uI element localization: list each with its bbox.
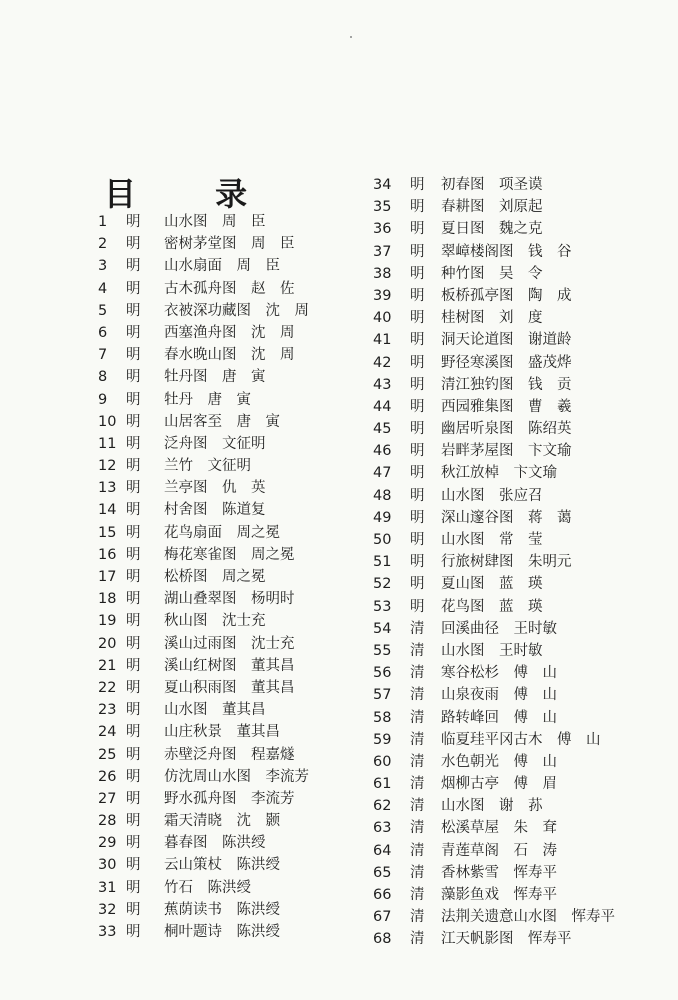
entry-title: 暮春图 陈洪绶 (164, 835, 266, 852)
entry-dynasty: 明 (126, 790, 141, 807)
entry-number: 13 (98, 480, 117, 497)
entry-title: 秋山图 沈士充 (164, 613, 266, 630)
entry-dynasty: 明 (410, 310, 425, 327)
entry-title: 花鸟扇面 周之冕 (164, 524, 280, 541)
entry-title: 初春图 项圣谟 (441, 177, 543, 193)
entry-title: 山水图 董其昌 (164, 702, 266, 719)
entry-title: 烟柳古亭 傅 眉 (441, 776, 557, 793)
entry-title: 竹石 陈洪绶 (164, 879, 251, 896)
entry-dynasty: 明 (126, 746, 141, 763)
entry-number: 66 (373, 887, 392, 903)
entry-title: 清江独钓图 钱 贡 (441, 376, 572, 393)
entry-title: 青莲草阁 石 涛 (441, 842, 557, 859)
entry-title: 秋江放棹 卞文瑜 (441, 465, 557, 482)
entry-title: 溪山红树图 董其昌 (164, 657, 295, 674)
entry-title: 寒谷松杉 傅 山 (441, 665, 557, 682)
entry-dynasty: 明 (410, 221, 425, 238)
entry-title: 山居客至 唐 寅 (164, 413, 280, 430)
entry-title: 桂树图 刘 度 (441, 310, 543, 327)
entry-title: 深山邃谷图 蒋 蔼 (441, 509, 572, 526)
entry-number: 45 (373, 421, 392, 438)
entry-dynasty: 明 (410, 576, 425, 593)
entry-number: 27 (98, 790, 117, 807)
entry-dynasty: 明 (126, 236, 141, 253)
entry-number: 30 (98, 857, 117, 874)
entry-number: 4 (98, 280, 108, 297)
entry-dynasty: 明 (126, 324, 141, 341)
entry-dynasty: 明 (126, 879, 141, 896)
entry-title: 江天帆影图 恽寿平 (441, 931, 572, 948)
entry-number: 59 (373, 731, 392, 748)
entry-number: 51 (373, 554, 392, 571)
entry-dynasty: 明 (126, 546, 141, 563)
entry-number: 41 (373, 332, 392, 349)
entry-number: 61 (373, 776, 392, 793)
entry-number: 7 (98, 347, 108, 364)
entry-number: 8 (98, 369, 108, 386)
entry-dynasty: 明 (126, 724, 141, 741)
entry-title: 牡丹图 唐 寅 (164, 369, 266, 386)
entry-number: 63 (373, 820, 392, 837)
entry-number: 5 (98, 302, 108, 319)
entry-title: 溪山过雨图 沈士充 (164, 635, 295, 652)
entry-dynasty: 明 (126, 813, 141, 830)
entry-dynasty: 明 (410, 332, 425, 349)
entry-number: 6 (98, 324, 108, 341)
entry-title: 霜天清晓 沈 颢 (164, 813, 280, 830)
entry-title: 花鸟图 蓝 瑛 (441, 598, 543, 615)
entry-title: 回溪曲径 王时敏 (441, 620, 557, 637)
entry-title: 种竹图 吴 令 (441, 265, 543, 282)
entry-title: 牡丹 唐 寅 (164, 391, 251, 408)
entry-dynasty: 明 (126, 835, 141, 852)
entry-title: 衣被深功藏图 沈 周 (164, 302, 309, 319)
entry-number: 17 (98, 569, 117, 585)
entry-dynasty: 明 (126, 768, 141, 785)
entry-title: 梅花寒雀图 周之冕 (164, 546, 295, 563)
entry-dynasty: 明 (126, 280, 141, 297)
entry-number: 64 (373, 842, 392, 859)
entry-dynasty: 清 (410, 842, 425, 859)
entry-number: 47 (373, 465, 392, 482)
entry-number: 29 (98, 835, 117, 852)
entry-dynasty: 明 (410, 487, 425, 504)
entry-dynasty: 明 (126, 591, 141, 608)
entry-title: 兰竹 文征明 (164, 458, 251, 475)
entry-number: 43 (373, 376, 392, 393)
entry-dynasty: 明 (410, 199, 425, 216)
entry-number: 26 (98, 768, 117, 785)
entry-dynasty: 明 (126, 569, 141, 585)
entry-number: 57 (373, 687, 392, 704)
entry-dynasty: 清 (410, 776, 425, 793)
entry-title: 幽居听泉图 陈绍英 (441, 421, 572, 438)
entry-number: 39 (373, 287, 392, 304)
entry-title: 泛舟图 文征明 (164, 435, 266, 452)
entry-title: 法荆关遗意山水图 恽寿平 (441, 909, 615, 926)
entry-dynasty: 明 (126, 524, 141, 541)
entry-dynasty: 明 (126, 635, 141, 652)
entry-number: 35 (373, 199, 392, 216)
entry-dynasty: 明 (126, 480, 141, 497)
entry-title: 兰亭图 仇 英 (164, 480, 266, 497)
entry-number: 2 (98, 236, 108, 253)
entry-title: 山水图 常 莹 (441, 532, 543, 548)
entry-number: 12 (98, 458, 117, 475)
entry-dynasty: 明 (126, 413, 141, 430)
entry-title: 春水晚山图 沈 周 (164, 347, 295, 364)
entry-title: 野水孤舟图 李流芳 (164, 790, 295, 807)
entry-dynasty: 明 (410, 265, 425, 282)
entry-number: 3 (98, 258, 108, 275)
entry-dynasty: 明 (410, 421, 425, 438)
entry-title: 松溪草屋 朱 耷 (441, 820, 557, 837)
entry-dynasty: 明 (126, 901, 141, 918)
entry-title: 湖山叠翠图 杨明时 (164, 591, 295, 608)
entry-dynasty: 明 (410, 398, 425, 415)
page-mark (350, 36, 352, 38)
entry-title: 西园雅集图 曹 羲 (441, 398, 572, 415)
entry-title: 山水图 周 臣 (164, 214, 266, 230)
entry-number: 23 (98, 702, 117, 719)
entry-number: 65 (373, 864, 392, 881)
entry-number: 28 (98, 813, 117, 830)
entry-dynasty: 明 (410, 287, 425, 304)
entry-number: 48 (373, 487, 392, 504)
entry-dynasty: 明 (410, 177, 425, 193)
entry-number: 68 (373, 931, 392, 948)
entry-number: 38 (373, 265, 392, 282)
entry-number: 31 (98, 879, 117, 896)
entry-number: 34 (373, 177, 392, 193)
entry-dynasty: 明 (410, 554, 425, 571)
entry-dynasty: 清 (410, 909, 425, 926)
entry-title: 古木孤舟图 赵 佐 (164, 280, 295, 297)
entry-title: 蕉荫读书 陈洪绶 (164, 901, 280, 918)
entry-title: 山水图 谢 荪 (441, 798, 543, 815)
entry-number: 52 (373, 576, 392, 593)
entry-title: 夏山图 蓝 瑛 (441, 576, 543, 593)
entry-title: 洞天论道图 谢道龄 (441, 332, 572, 349)
entry-dynasty: 明 (410, 243, 425, 260)
entry-title: 临夏珪平冈古木 傅 山 (441, 731, 601, 748)
entry-title: 桐叶题诗 陈洪绶 (164, 924, 280, 940)
entry-number: 24 (98, 724, 117, 741)
entry-title: 夏日图 魏之克 (441, 221, 543, 238)
page-title: 目 录 (104, 175, 282, 213)
entry-dynasty: 清 (410, 864, 425, 881)
entry-dynasty: 明 (126, 258, 141, 275)
entry-number: 22 (98, 679, 117, 696)
entry-number: 36 (373, 221, 392, 238)
entry-number: 21 (98, 657, 117, 674)
entry-dynasty: 清 (410, 665, 425, 682)
entry-dynasty: 明 (126, 302, 141, 319)
entry-title: 云山策杖 陈洪绶 (164, 857, 280, 874)
entry-dynasty: 明 (126, 702, 141, 719)
entry-title: 松桥图 周之冕 (164, 569, 266, 585)
entry-dynasty: 明 (126, 391, 141, 408)
entry-number: 40 (373, 310, 392, 327)
entry-number: 9 (98, 391, 108, 408)
entry-dynasty: 明 (126, 924, 141, 940)
entry-title: 路转峰回 傅 山 (441, 709, 557, 726)
entry-dynasty: 清 (410, 753, 425, 770)
entry-dynasty: 明 (126, 679, 141, 696)
entry-number: 42 (373, 354, 392, 371)
entry-title: 仿沈周山水图 李流芳 (164, 768, 309, 785)
entry-number: 58 (373, 709, 392, 726)
entry-dynasty: 清 (410, 620, 425, 637)
entry-dynasty: 清 (410, 820, 425, 837)
entry-title: 行旅树肆图 朱明元 (441, 554, 572, 571)
entry-title: 夏山积雨图 董其昌 (164, 679, 295, 696)
entry-dynasty: 明 (410, 354, 425, 371)
entry-dynasty: 明 (126, 214, 141, 230)
entry-number: 67 (373, 909, 392, 926)
entry-number: 32 (98, 901, 117, 918)
entry-title: 西塞渔舟图 沈 周 (164, 324, 295, 341)
entry-title: 山泉夜雨 傅 山 (441, 687, 557, 704)
entry-dynasty: 清 (410, 687, 425, 704)
entry-title: 藻影鱼戏 恽寿平 (441, 887, 557, 903)
entry-dynasty: 清 (410, 887, 425, 903)
entry-dynasty: 明 (126, 502, 141, 519)
entry-number: 54 (373, 620, 392, 637)
entry-number: 49 (373, 509, 392, 526)
entry-number: 19 (98, 613, 117, 630)
entry-number: 25 (98, 746, 117, 763)
entry-title: 板桥孤亭图 陶 成 (441, 287, 572, 304)
entry-title: 赤壁泛舟图 程嘉燧 (164, 746, 295, 763)
entry-number: 1 (98, 214, 108, 230)
entry-title: 水色朝光 傅 山 (441, 753, 557, 770)
entry-dynasty: 明 (410, 532, 425, 548)
entry-number: 37 (373, 243, 392, 260)
entry-dynasty: 明 (126, 347, 141, 364)
entry-dynasty: 明 (410, 443, 425, 460)
entry-number: 55 (373, 642, 392, 659)
entry-number: 15 (98, 524, 117, 541)
entry-number: 62 (373, 798, 392, 815)
entry-dynasty: 清 (410, 798, 425, 815)
entry-dynasty: 明 (410, 509, 425, 526)
entry-dynasty: 明 (126, 857, 141, 874)
entry-title: 春耕图 刘原起 (441, 199, 543, 216)
entry-dynasty: 清 (410, 642, 425, 659)
entry-title: 岩畔茅屋图 卞文瑜 (441, 443, 572, 460)
entry-title: 翠嶂楼阁图 钱 谷 (441, 243, 572, 260)
entry-title: 村舍图 陈道复 (164, 502, 266, 519)
entry-number: 50 (373, 532, 392, 548)
entry-number: 18 (98, 591, 117, 608)
entry-title: 山水图 王时敏 (441, 642, 543, 659)
entry-title: 山庄秋景 董其昌 (164, 724, 280, 741)
entry-dynasty: 清 (410, 931, 425, 948)
entry-dynasty: 明 (410, 376, 425, 393)
entry-number: 14 (98, 502, 117, 519)
entry-title: 密树茅堂图 周 臣 (164, 236, 295, 253)
entry-number: 46 (373, 443, 392, 460)
entry-number: 33 (98, 924, 117, 940)
entry-number: 53 (373, 598, 392, 615)
entry-number: 44 (373, 398, 392, 415)
entry-number: 20 (98, 635, 117, 652)
entry-dynasty: 明 (126, 458, 141, 475)
entry-dynasty: 明 (410, 465, 425, 482)
entry-number: 10 (98, 413, 117, 430)
entry-dynasty: 明 (126, 369, 141, 386)
entry-dynasty: 明 (410, 598, 425, 615)
entry-number: 16 (98, 546, 117, 563)
entry-title: 山水扇面 周 臣 (164, 258, 280, 275)
entry-dynasty: 清 (410, 731, 425, 748)
entry-title: 香林紫雪 恽寿平 (441, 864, 557, 881)
entry-dynasty: 清 (410, 709, 425, 726)
entry-dynasty: 明 (126, 613, 141, 630)
entry-number: 60 (373, 753, 392, 770)
entry-title: 山水图 张应召 (441, 487, 543, 504)
entry-number: 11 (98, 435, 117, 452)
entry-dynasty: 明 (126, 435, 141, 452)
entry-title: 野径寒溪图 盛茂烨 (441, 354, 572, 371)
entry-number: 56 (373, 665, 392, 682)
entry-dynasty: 明 (126, 657, 141, 674)
